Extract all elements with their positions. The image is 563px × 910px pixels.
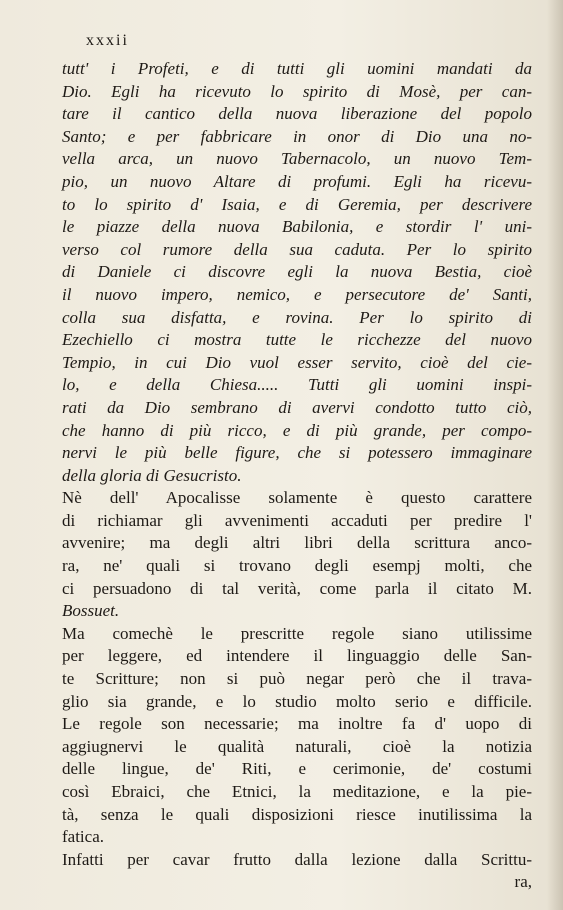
text-line: il nuovo impero, nemico, e persecutore de' Santi, bbox=[62, 284, 532, 304]
text-line: aggiugnervi le qualità naturali, cioè la notizia bbox=[62, 736, 532, 756]
page-edge-shadow bbox=[547, 0, 563, 910]
text-line: ci persuadono di tal verità, come parla il citato M. bbox=[62, 578, 532, 598]
text-line: Bossuet. bbox=[62, 601, 120, 621]
text-line: to lo spirito d' Isaia, e di Geremia, per descrivere bbox=[62, 194, 532, 214]
text-line: le piazze della nuova Babilonia, e stordir l' uni- bbox=[62, 217, 532, 237]
text-line: lo, e della Chiesa..... Tutti gli uomini inspi- bbox=[62, 375, 532, 395]
italic-quotation-paragraph bbox=[62, 58, 532, 487]
paragraph-infatti bbox=[62, 849, 532, 872]
text-line: verso col rumore della sua caduta. Per lo spirito bbox=[62, 239, 532, 259]
text-line: glio sia grande, e lo studio molto serio e difficile. bbox=[62, 691, 532, 711]
text-line: Infatti per cavar frutto dalla lezione dalla Scrittu- bbox=[62, 849, 532, 869]
text-line: che hanno di più ricco, e di più grande, per compo- bbox=[62, 420, 532, 440]
text-line: Ezechiello ci mostra tutte le ricchezze del nuovo bbox=[62, 330, 532, 350]
text-line: per leggere, ed intendere il linguaggio delle San- bbox=[62, 646, 532, 666]
text-line: Tempio, in cui Dio vuol esser servito, cioè del cie- bbox=[62, 352, 532, 372]
text-line: colla sua disfatta, e rovina. Per lo spirito di bbox=[62, 307, 532, 327]
text-line: di Daniele ci discovre egli la nuova Bestia, cioè bbox=[62, 262, 532, 282]
text-line: tare il cantico della nuova liberazione del popolo bbox=[62, 104, 532, 124]
paragraph-rules bbox=[62, 623, 532, 849]
page-text bbox=[62, 58, 532, 894]
text-line: Nè dell' Apocalisse solamente è questo carattere bbox=[62, 488, 532, 508]
text-line: vella arca, un nuovo Tabernacolo, un nuovo Tem- bbox=[62, 149, 532, 169]
text-line: di richiamar gli avvenimenti accaduti per predire l' bbox=[62, 510, 532, 530]
text-line: nervi le più belle figure, che si potessero immaginare bbox=[62, 443, 532, 463]
text-line: Ma comechè le prescritte regole siano utilissime bbox=[62, 623, 532, 643]
paragraph-apocalypse bbox=[62, 487, 532, 623]
text-line: delle lingue, de' Riti, e cerimonie, de' costumi bbox=[62, 759, 532, 779]
text-line: Le regole son necessarie; ma inoltre fa d' uopo di bbox=[62, 714, 532, 734]
text-line: ra, ne' quali si trovano degli esempj molti, che bbox=[62, 556, 532, 576]
text-line: così Ebraici, che Etnici, la meditazione, e la pie- bbox=[62, 782, 532, 801]
text-line: tutt' i Profeti, e di tutti gli uomini mandati da bbox=[62, 59, 532, 78]
text-line: tà, senza le quali disposizioni riesce inutilissima la bbox=[62, 804, 532, 824]
text-line: Dio. Egli ha ricevuto lo spirito di Mosè, per can- bbox=[62, 81, 532, 101]
text-line: Santo; e per fabbricare in onor di Dio una no- bbox=[62, 126, 532, 146]
text-line: rati da Dio sembrano di avervi condotto tutto ciò, bbox=[62, 397, 532, 417]
text-line: te Scritture; non si può negar però che il trava- bbox=[62, 669, 532, 689]
page-number: xxxii bbox=[86, 32, 129, 49]
text-line: avvenire; ma degli altri libri della scrittura anco- bbox=[62, 533, 532, 553]
catchword: ra, bbox=[514, 872, 532, 892]
text-line: fatica. bbox=[62, 827, 104, 847]
text-line: pio, un nuovo Altare di profumi. Egli ha ricevu- bbox=[62, 171, 532, 191]
text-line: della gloria di Gesucristo. bbox=[62, 465, 242, 485]
